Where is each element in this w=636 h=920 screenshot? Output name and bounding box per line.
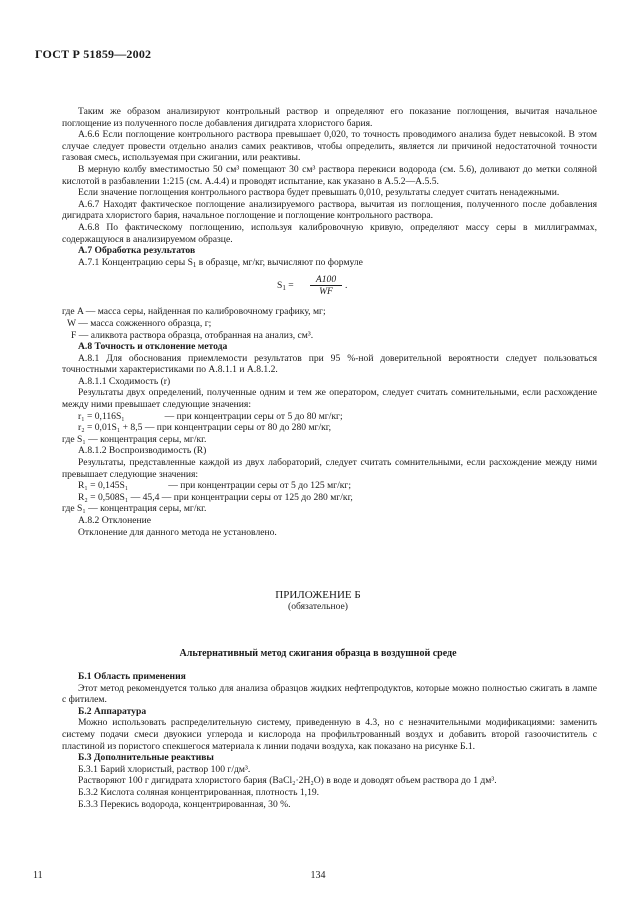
section-heading: Б.2 Аппаратура [78,705,147,717]
where-clause: W — масса сожженного образца, г; [67,317,212,329]
formula-line: R₂ = 0,508S₁ — 45,4 — при концентрации серы от 125 до 280 мг/кг, [78,491,353,503]
paragraph: А.7.1 Концентрацию серы $S_1$ в образце, мг/кг, вычисляют по формуле [78,256,363,269]
paragraph: Таким же образом анализируют контрольный раствор и определяют его показание поглощения, вычитая начальное поглощение из полученного после добавления дигидрата хлористого бария. [62,106,597,129]
where-clause: F — аликвота раствора образца, отобранная на анализ, см³. [71,329,314,341]
footer-issue-number: 11 [33,870,43,881]
paragraph: Б.3.3 Перекись водорода, концентрированная, 30 %. [78,798,291,810]
document-body [62,106,597,538]
paragraph: Можно использовать распределительную систему, приведенную в 4.3, но с незначительными модификациями: заменить систему подачи смеси двуокиси углерода и кислорода на профильтрованный воздух и добавить второй газоочиститель с пластиной из пористого спекшегося материала к линии подачи воздуха, как показано на рисунке Б.1. [62,717,597,752]
formula-line: r₂ = 0,01S₁ + 8,5 — при концентрации серы от 80 до 280 мг/кг, [78,422,332,434]
formula: $S_1$ = $\frac{A100}{WF}$ . [277,274,348,298]
subsection-heading: А.8.1.2 Воспроизводимость (R) [78,445,207,457]
paragraph: А.8.1 Для обоснования приемлемости результатов при 95 %-ной доверительной вероятности следует пользоваться точностными характеристиками по А.8.1.1 и А.8.1.2. [62,352,597,376]
section-heading: Б.1 Область применения [78,671,186,682]
formula-fraction [310,274,342,298]
paragraph: Если значение поглощения контрольного раствора будет превышать 0,010, результаты следует считать ненадежными. [78,187,560,199]
paragraph: А.6.8 По фактическому поглощению, используя калибровочную кривую, определяют массу серы в миллиграммах, содержащуюся в анализируемом образце. [62,221,597,245]
where-clause: где A — масса серы, найденная по калибровочному графику, мг; [62,306,326,318]
paragraph: Этот метод рекомендуется только для анализа образцов жидких нефтепродуктов, которые можно полностью сжигать в лампе с фитилем. [62,682,597,706]
subsection-heading: А.8.1.1 Сходимость (r) [78,375,171,387]
paragraph: Отклонение для данного метода не установлено. [78,526,277,538]
paragraph: Б.3.1 Барий хлористый, раствор 100 г/дм³. [78,763,251,775]
where-clause: где S₁ — концентрация серы, мг/кг. [62,503,207,515]
section-heading: Б.3 Дополнительные реактивы [78,752,214,764]
section-heading: А.8 Точность и отклонение метода [78,341,228,353]
where-clause: где S₁ — концентрация серы, мг/кг. [62,433,207,445]
section-heading: А.7 Обработка результатов [78,245,196,257]
appendix-section-title: Альтернативный метод сжигания образца в воздушной среде [179,648,457,659]
paragraph: А.6.6 Если поглощение контрольного раствора превышает 0,020, то точность проводимого анализа будет невысокой. В этом случае следует провести отдельно анализ самих реактивов, чтобы определить, является ли причиной недостаточной точности газовая смесь, используемая при сжигании, или реактивы. [62,129,597,164]
formula-numerator: A100 [310,274,342,286]
formula-denominator: WF [319,286,333,298]
appendix-title: ПРИЛОЖЕНИЕ Б [275,589,361,601]
appendix-subtitle: (обязательное) [288,601,348,612]
paragraph: Растворяют 100 г дигидрата хлористого бария (BaCl₂·2H₂O) в воде и доводят объем раствора до 1 дм³. [78,775,497,787]
subsection-heading: А.8.2 Отклонение [78,515,152,526]
formula-lhs: $S_1$ = [277,280,294,293]
paragraph: Б.3.2 Кислота соляная концентрированная, плотность 1,19. [78,786,320,798]
paragraph: А.6.7 Находят фактическое поглощение анализируемого раствора, вычитая из поглощения, полученного после добавления дигидрата хлористого бария, начальное поглощение и поглощение контрольного раствора. [62,198,597,222]
formula-line: R₁ = 0,145S₁ — при концентрации серы от 5 до 125 мг/кг; [78,480,352,492]
paragraph: В мерную колбу вместимостью 50 см³ помещают 30 см³ раствора перекиси водорода (см. 5.6), доливают до метки соляной кислотой в разбавлении 1:215 (см. А.4.4) и проводят испытание, как указано в А.5.2—А.5.5. [62,163,597,187]
document-title: ГОСТ Р 51859—2002 [35,47,152,61]
paragraph: Результаты, представленные каждой из двух лабораторий, следует считать сомнительными, если расхождение между ними превышает следующие значения: [62,457,597,480]
appendix-body [62,671,597,810]
page-number: 134 [310,870,326,881]
formula-line: r₁ = 0,116S₁ — при концентрации серы от 5 до 80 мг/кг; [78,410,343,422]
paragraph: Результаты двух определений, полученные одним и тем же оператором, следует считать сомнительными, если расхождение между ними превышает следующие значения: [62,387,597,411]
